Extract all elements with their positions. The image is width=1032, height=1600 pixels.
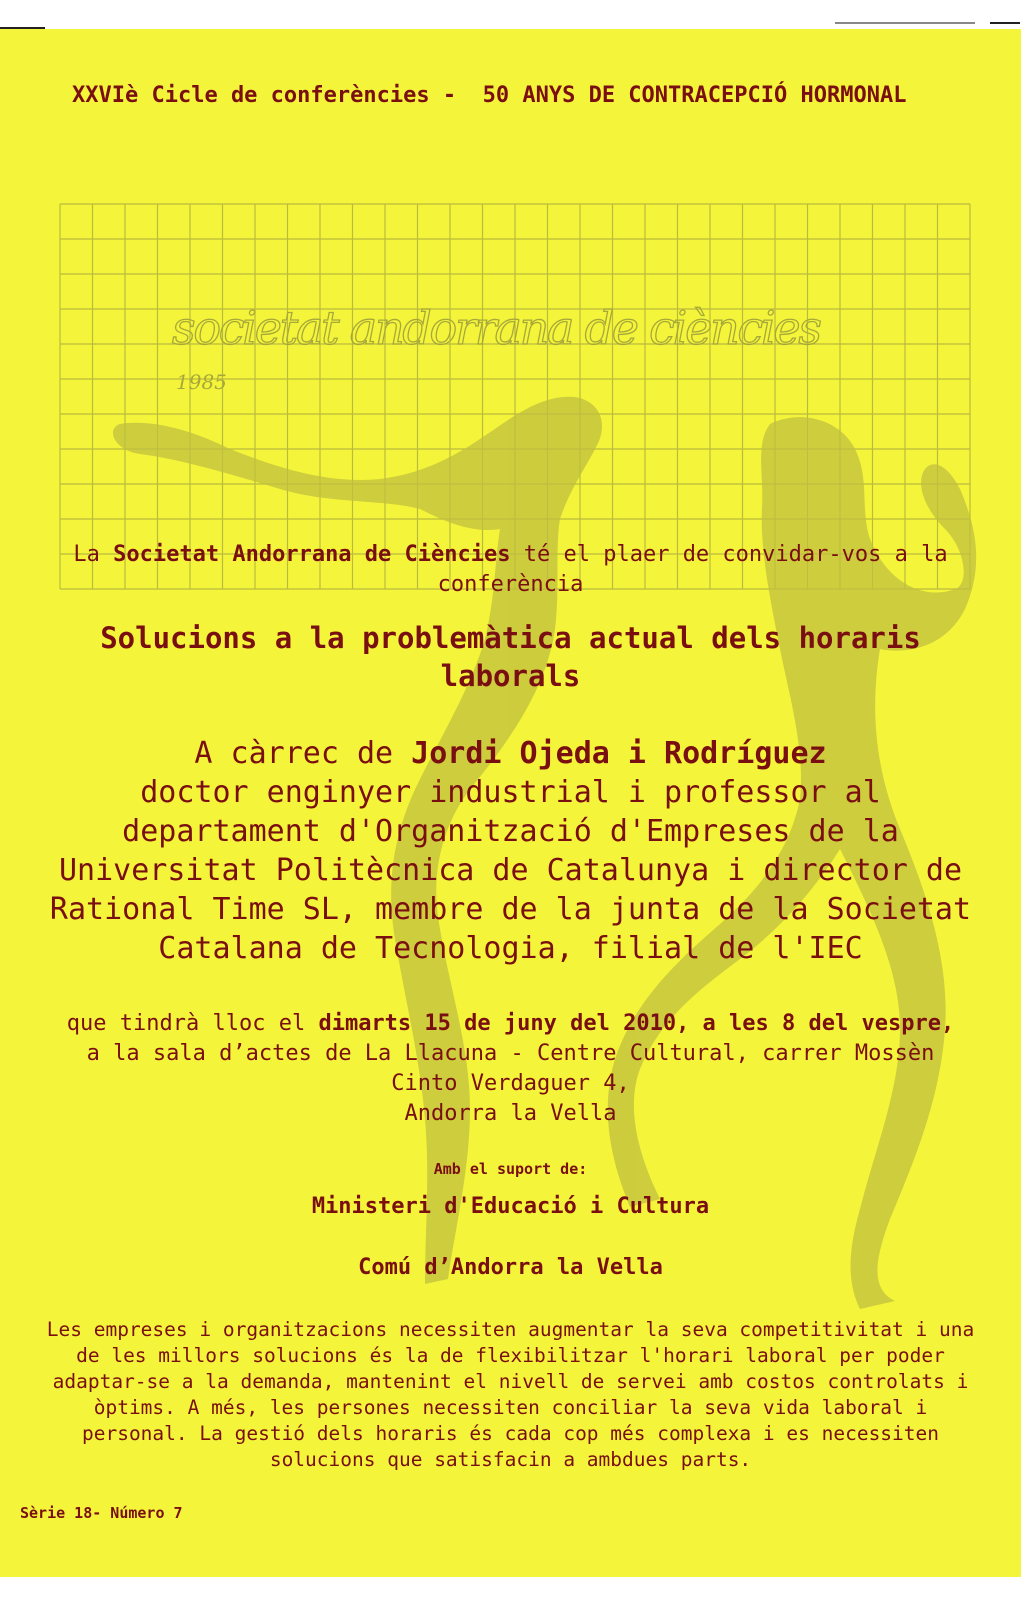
scan-edge-marks xyxy=(0,0,1032,2)
talk-summary xyxy=(8,1317,1013,1473)
talk-title-line: Solucions a la problemàtica actual dels horaris xyxy=(100,621,921,655)
speaker-bio-line: departament d'Organització d'Empreses de la xyxy=(122,814,899,849)
speaker-block xyxy=(0,734,1021,968)
event-venue-line: Cinto Verdaguer 4, xyxy=(391,1071,630,1096)
summary-line: adaptar-se a la demanda, mantenint el nivell de servei amb costos controlats i xyxy=(52,1370,969,1393)
speaker-bio-line: Catalana de Tecnologia, filial de l'IEC xyxy=(158,931,863,966)
society-name: Societat Andorrana de Ciències xyxy=(113,542,511,567)
invitation-body: té el plaer de convidar-vos a la xyxy=(523,542,948,567)
series-number: Sèrie 18- Número 7 xyxy=(20,1504,183,1522)
invitation-prefix: La xyxy=(73,542,100,567)
sponsor-comu: Comú d’Andorra la Vella xyxy=(358,1255,663,1280)
summary-line: òptims. A més, les persones necessiten conciliar la seva vida laboral i xyxy=(93,1396,928,1419)
poster xyxy=(0,29,1021,1577)
event-intro: que tindrà lloc el xyxy=(66,1011,306,1036)
event-venue-line: Andorra la Vella xyxy=(404,1101,617,1126)
summary-line: de les millors solucions és la de flexibilitzar l'horari laboral per poder xyxy=(76,1344,945,1367)
handwritten-year: 1985 xyxy=(176,370,227,394)
event-venue-line: a la sala d’actes de La Llacuna - Centre Cultural, carrer Mossèn xyxy=(86,1041,935,1066)
speaker-bio-line: Rational Time SL, membre de la junta de la Societat xyxy=(49,892,972,927)
speaker-prefix: A càrrec de xyxy=(194,736,394,771)
sponsor-ministry: Ministeri d'Educació i Cultura xyxy=(311,1194,710,1219)
speaker-bio-line: Universitat Politècnica de Catalunya i director de xyxy=(58,853,963,888)
invitation-line2: conferència xyxy=(437,572,584,597)
event-datetime: dimarts 15 de juny del 2010, a les 8 del vespre, xyxy=(318,1011,955,1036)
talk-title xyxy=(0,619,1021,695)
cycle-theme: 50 ANYS DE CONTRACEPCIÓ HORMONAL xyxy=(482,83,907,108)
cycle-title: XXVIè Cicle de conferències - xyxy=(72,83,457,108)
talk-title-line: laborals xyxy=(440,659,581,693)
speaker-name: Jordi Ojeda i Rodríguez xyxy=(411,736,827,771)
summary-line: personal. La gestió dels horaris és cada cop més complexa i es necessiten xyxy=(81,1422,940,1445)
cycle-header xyxy=(72,83,992,108)
event-details xyxy=(0,1009,1021,1129)
speaker-bio-line: doctor enginyer industrial i professor al xyxy=(140,775,881,810)
invitation-text xyxy=(0,540,1021,600)
summary-line: solucions que satisfacin a ambdues parts. xyxy=(269,1448,752,1471)
handwritten-caption: societat andorrana de ciències xyxy=(172,301,822,355)
summary-line: Les empreses i organitzacions necessiten augmentar la seva competitivitat i una xyxy=(46,1318,975,1341)
support-label: Amb el suport de: xyxy=(433,1160,588,1178)
